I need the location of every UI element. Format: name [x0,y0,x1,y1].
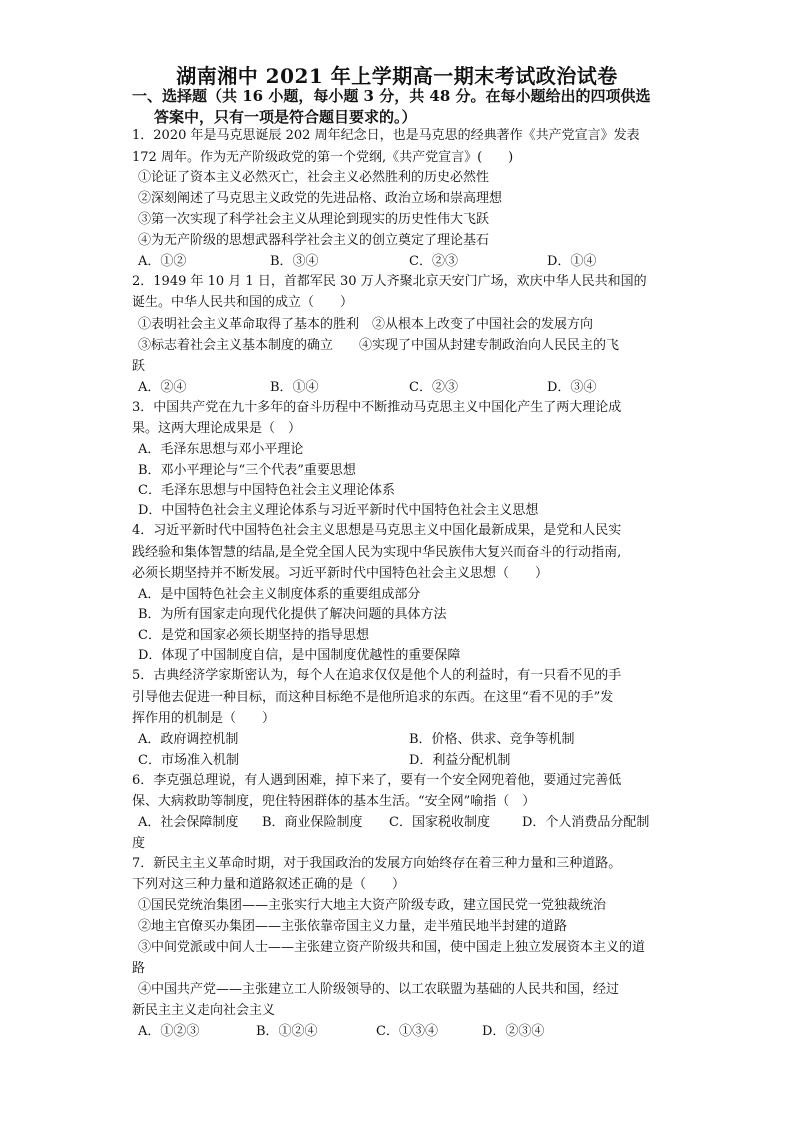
q5-option-d: D．利益分配机制 [409,753,511,768]
q4-stem-line: 必须长期坚持并不断发展。习近平新时代中国特色社会主义思想（ ） [132,566,549,581]
q7-item: ②地主官僚买办集团——主张依靠帝国主义力量，走半殖民地半封建的道路 [138,919,568,934]
q1-option-c: C．②③ [409,254,458,269]
q7-item: ③中间党派或中间人士——主张建立资产阶级共和国，使中国走上独立发展资本主义的道 [138,940,646,955]
q7-option-b: B．①②④ [256,1024,318,1039]
q3-stem-line: 3．中国共产党在九十多年的奋斗历程中不断推动马克思主义中国化产生了两大理论成 [132,400,622,415]
q6-stem-line: 6．李克强总理说，有人遇到困难，掉下来了，要有一个安全网兜着他，要通过完善低 [132,773,622,788]
q2-stem-line: 诞生。中华人民共和国的成立（ ） [132,295,354,310]
q7-option-a: A．①②③ [138,1024,200,1039]
q7-item: ④中国共产党——主张建立工人阶级领导的、以工农联盟为基础的人民共和国，经过 [138,982,620,997]
q4-option-c: C．是党和国家必须长期坚持的指导思想 [138,628,369,643]
q1-option-a: A．①② [138,254,187,269]
q5-option-b: B．价格、供求、竞争等机制 [409,732,575,747]
q7-item: 路 [132,961,146,976]
q3-option-a: A．毛泽东思想与邓小平理论 [138,442,304,457]
q1-item: ②深刻阐述了马克思主义政党的先进品格、政治立场和崇高理想 [138,191,503,206]
q4-option-b: B．为所有国家走向现代化提供了解决问题的具体方法 [138,607,447,622]
section-heading-line: 答案中，只有一项是符合题目要求的。） [154,108,417,126]
q5-stem-line: 挥作用的机制是（ ） [132,711,276,726]
q2-item: ①表明社会主义革命取得了基本的胜利 ②从根本上改变了中国社会的发展方向 [138,317,594,332]
q6-option-d-wrap: 度 [132,836,146,851]
q1-stem-line: 172 周年。作为无产阶级政党的第一个党纲,《共产党宣言》( ) [132,150,514,165]
q3-stem-line: 果。这两大理论成果是（ ） [132,421,302,436]
q2-item: 跃 [132,359,146,374]
q6-option-a: A．社会保障制度 [138,815,239,830]
q7-stem-line: 下列对这三种力量和道路叙述正确的是（ ） [132,877,406,892]
section-heading-line: 一、选择题（共 16 小题，每小题 3 分，共 48 分。在每小题给出的四项供选 [132,87,651,105]
q3-option-b: B．邓小平理论与“三个代表”重要思想 [138,463,356,478]
q3-option-d: D．中国特色社会主义理论体系与习近平新时代中国特色社会主义思想 [138,503,539,518]
q6-option-c: C．国家税收制度 [389,815,490,830]
q6-stem-line: 保、大病救助等制度，兜住特困群体的基本生活。“安全网”喻指（ ） [132,794,536,809]
q1-stem-line: 1．2020 年是马克思诞辰 202 周年纪念日，也是马克思的经典著作《共产党宣言》发表 [132,128,640,143]
q1-item: ④为无产阶级的思想武器科学社会主义的创立奠定了理论基石 [138,233,490,248]
q1-item: ①论证了资本主义必然灭亡，社会主义必然胜利的历史必然性 [138,170,490,185]
q7-stem-line: 7．新民主主义革命时期，对于我国政治的发展方向始终存在着三种力量和三种道路。 [132,856,622,871]
q4-option-d: D．体现了中国制度自信，是中国制度优越性的重要保障 [138,648,461,663]
q1-option-d: D．①④ [547,254,597,269]
q2-item: ③标志着社会主义基本制度的确立 ④实现了中国从封建专制政治向人民民主的飞 [138,338,620,353]
q1-item: ③第一次实现了科学社会主义从理论到现实的历史性伟大飞跃 [138,212,490,227]
q2-option-c: C．②③ [409,380,458,395]
q5-option-c: C．市场准入机制 [138,753,239,768]
q7-option-c: C．①③④ [376,1024,438,1039]
q4-option-a: A．是中国特色社会主义制度体系的重要组成部分 [138,587,421,602]
q7-item: 新民主主义走向社会主义 [132,1003,276,1018]
q1-option-b: B．③④ [270,254,319,269]
q6-option-b: B．商业保险制度 [262,815,363,830]
q7-option-d: D．②③④ [482,1024,545,1039]
q2-option-a: A．②④ [138,380,187,395]
q2-option-b: B．①④ [270,380,319,395]
exam-title: 湖南湘中 2021 年上学期高一期末考试政治试卷 [176,64,618,88]
q5-stem-line: 引导他去促进一种目标，而这种目标绝不是他所追求的东西。在这里“看不见的手”发 [132,690,614,705]
q3-option-c: C．毛泽东思想与中国特色社会主义理论体系 [138,483,395,498]
q4-stem-line: 4．习近平新时代中国特色社会主义思想是马克思主义中国化最新成果，是党和人民实 [132,523,622,538]
q5-stem-line: 5．古典经济学家斯密认为，每个人在追求仅仅是他个人的利益时，有一只看不见的手 [132,668,622,683]
q2-option-d: D．③④ [547,380,597,395]
q5-option-a: A．政府调控机制 [138,732,239,747]
q2-stem-line: 2．1949 年 10 月 1 日，首都军民 30 万人齐聚北京天安门广场，欢庆中华人民共和国的 [132,274,647,289]
q4-stem-line: 践经验和集体智慧的结晶,是全党全国人民为实现中华民族伟大复兴而奋斗的行动指南, [132,545,622,560]
q7-item: ①国民党统治集团——主张实行大地主大资产阶级专政，建立国民党一党独裁统治 [138,898,607,913]
q6-option-d: D．个人消费品分配制 [522,815,650,830]
section-heading [132,86,672,128]
